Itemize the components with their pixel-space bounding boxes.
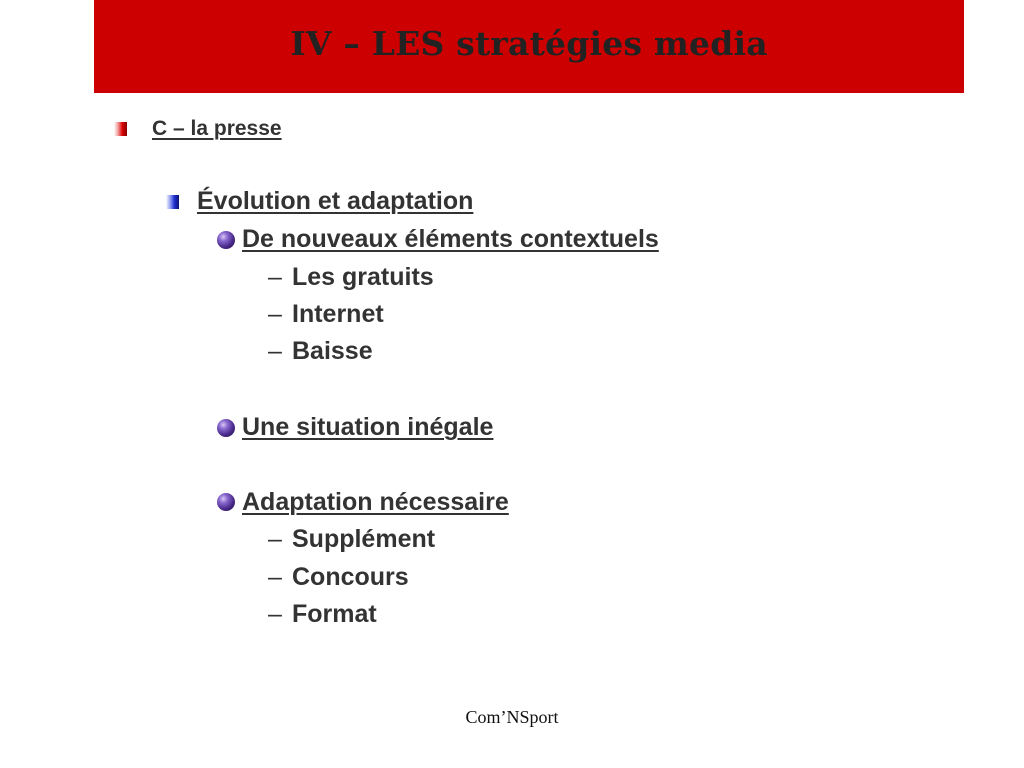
title-bar (94, 0, 964, 93)
subsection-heading: Évolution et adaptation (197, 187, 474, 215)
dash-marker: – (268, 300, 282, 328)
blue-square-bullet-icon (166, 195, 179, 209)
dash-marker: – (268, 525, 282, 553)
bullet-item: Adaptation nécessaire (242, 488, 509, 516)
slide-title: IV – LES stratégies media (290, 24, 768, 63)
dash-marker: – (268, 263, 282, 291)
sub-bullet-text: Concours (292, 563, 409, 591)
sub-bullet-item (268, 263, 434, 292)
purple-ball-bullet-icon (217, 231, 235, 249)
sub-bullet-text: Supplément (292, 525, 436, 553)
sub-bullet-text: Format (292, 600, 377, 628)
sub-bullet-text: Baisse (292, 337, 373, 365)
purple-ball-bullet-icon (217, 419, 235, 437)
sub-bullet-item (268, 300, 384, 329)
section-heading: C – la presse (152, 117, 282, 140)
red-square-bullet-icon (114, 122, 127, 136)
dash-marker: – (268, 563, 282, 591)
sub-bullet-item (268, 563, 409, 592)
sub-bullet-text: Internet (292, 300, 384, 328)
dash-marker: – (268, 337, 282, 365)
bullet-item: Une situation inégale (242, 413, 494, 441)
sub-bullet-item (268, 337, 373, 366)
sub-bullet-text: Les gratuits (292, 263, 434, 291)
bullet-item: De nouveaux éléments contextuels (242, 225, 659, 253)
purple-ball-bullet-icon (217, 493, 235, 511)
slide-footer: Com’NSport (465, 707, 559, 727)
sub-bullet-item (268, 525, 435, 554)
sub-bullet-item (268, 600, 377, 629)
dash-marker: – (268, 600, 282, 628)
